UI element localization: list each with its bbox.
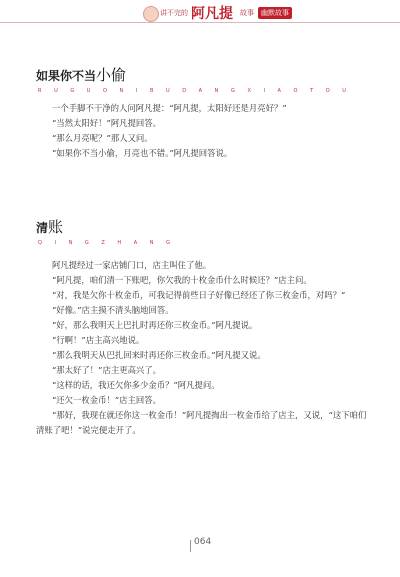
page-number: 064 (194, 537, 212, 547)
paragraph: “对，我是欠你十枚金币，可我记得前些日子好像已经还了你三枚金币，对吗？” (52, 290, 346, 300)
paragraph: “还欠一枚金币！”店主回答。 (52, 395, 162, 405)
avanti-logo-icon (143, 6, 159, 22)
section2-title-a: 清 (36, 221, 49, 235)
paragraph: “阿凡提，咱们清一下账吧，你欠我的十枚金币什么时候还？”店主问。 (52, 275, 312, 285)
header-tag: 故事 (240, 9, 254, 17)
paragraph: 阿凡提经过一家店铺门口，店主叫住了他。 (52, 260, 212, 270)
header-title: 阿凡提 (191, 6, 233, 22)
paragraph: “行啊！”店主高兴地说。 (52, 335, 145, 345)
header-badge: 幽默故事 (258, 7, 292, 19)
paragraph: “那么我明天从巴扎回来时再还你三枚金币。”阿凡提又说。 (52, 350, 266, 360)
paragraph: “这样的话，我还欠你多少金币？”阿凡提问。 (52, 380, 220, 390)
paragraph: “那好，我现在就还你这一枚金币！”阿凡提掏出一枚金币给了店主，又说，“这下咱们清账了吧！”说完便走开了。 (36, 410, 367, 435)
section2-title (36, 216, 63, 237)
paragraph: “好像。”店主摸不清头脑地回答。 (52, 305, 174, 315)
section2-body (36, 258, 368, 438)
header-series: 讲不完的 (160, 9, 188, 17)
footer-rule (190, 540, 191, 552)
paragraph: “好，那么我明天上巴扎时再还你三枚金币。”阿凡提说。 (52, 320, 258, 330)
section2-title-b: 账 (48, 218, 64, 236)
paragraph: 一个手脚不干净的人问阿凡提：“阿凡提，太阳好还是月亮好？” (52, 103, 287, 113)
section1-body (36, 101, 368, 161)
paragraph: “那太好了！”店主更高兴了。 (52, 365, 162, 375)
paragraph: “那么月亮呢？”那人又问。 (52, 133, 153, 143)
page-header (0, 0, 400, 40)
paragraph: “如果你不当小偷，月亮也不错。”阿凡提回答说。 (52, 148, 233, 158)
section2-pinyin: Q I N G Z H A N G (38, 240, 176, 246)
section1-title-b: 小偷 (96, 66, 127, 84)
paragraph: “当然太阳好！”阿凡提回答。 (52, 118, 162, 128)
section1-pinyin: R U G U O N I B U D A N G X I A O T O U (38, 88, 352, 94)
section1-title (36, 64, 126, 85)
section1-title-a: 如果你不当 (36, 69, 97, 83)
